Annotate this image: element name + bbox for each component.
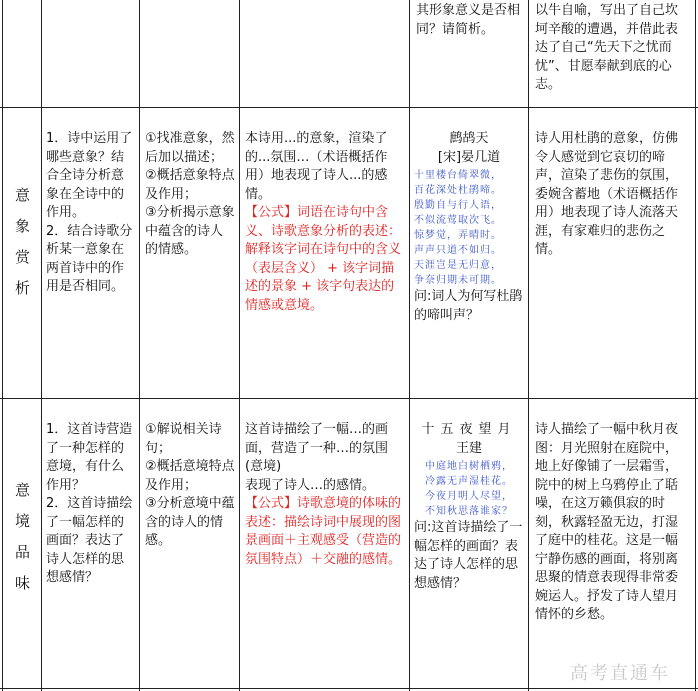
step-item: ②概括意象特点及作用； — [145, 168, 235, 202]
poem-line: 殷勤自与行人语， — [414, 200, 502, 211]
poem-line: 声声只道不如归。 — [414, 245, 502, 256]
answer-imagery: 诗人用杜鹃的意象，仿佛令人感觉到它哀切的啼声，渲染了悲伤的氛围，委婉含蓄地（术语概括作用）地表现了诗人流落天涯，有家难归的悲伤之情。 — [535, 131, 679, 257]
formula-text: 词语在诗句中含义、诗歌意象分析的表述：解释该字词在诗句中的含义（表层含义） + 该字词描述的景象 + 该字句表达的情感或意境。 — [245, 205, 402, 313]
formula-text: 诗歌意境的体味的表述：描绘诗词中展现的图景画面＋主观感受（营造的氛围特点）＋交融的感情。 — [245, 496, 402, 567]
poem-line: 十里楼台倚翠微， — [414, 170, 502, 181]
poem-mood — [414, 421, 524, 593]
poem-line: 天涯岂是无归意， — [414, 260, 502, 271]
poem-line: 不知秋思落谁家？ — [425, 506, 513, 517]
question-item: 2．这首诗描绘了一幅怎样的画面？表达了诗人怎样的思想感情？ — [46, 496, 133, 585]
step-item: ③分析揭示意象中蕴含的诗人的情感。 — [145, 205, 235, 257]
step-item: ②概括意境特点及作用； — [145, 459, 235, 493]
watermark: 高考直通车 — [570, 663, 670, 684]
table-row-divider — [0, 398, 698, 399]
top-answer: 以牛自喻，写出了自己坎坷辛酸的遭遇，并借此表达了自己“先天下之忧而忧”、甘愿奉献到底的心志。 — [535, 3, 679, 92]
formula-tag: 【公式】 — [245, 205, 298, 220]
questions-mood — [46, 421, 134, 588]
poem-author: [宋]晏几道 — [437, 149, 501, 165]
poem-author: 王建 — [455, 440, 482, 456]
table-border-bottom — [0, 688, 698, 689]
table-border-left — [2, 0, 3, 691]
table-divider — [41, 0, 42, 691]
poem-line: 惊梦觉，弄晴时。 — [414, 230, 502, 241]
poem-line: 百花深处杜鹃啼。 — [414, 185, 502, 196]
template-imagery: 本诗用...的意象，渲染了的...氛围…（术语概括作用）地表现了诗人...的感情。 【公式】词语在诗句中含义、诗歌意象分析的表述：解释该字词在诗句中的含义（表层含义） + 该字词描述的景象 + 该字句表达的情感或意境。 — [245, 131, 402, 313]
formula-tag: 【公式】 — [245, 496, 298, 511]
step-item: ①解说相关诗句； — [145, 422, 222, 456]
poem-line: 今夜月明人尽望， — [425, 491, 513, 502]
questions-imagery — [46, 130, 134, 297]
category-mood: 意 境 品 味 — [14, 481, 30, 592]
step-item: ③分析意境中蕴含的诗人的情感。 — [145, 496, 235, 548]
poem-question: 问:这首诗描绘了一幅怎样的画面？表达了诗人怎样的思想感情？ — [414, 520, 523, 591]
step-item: ①找准意象，然后加以描述； — [145, 131, 235, 165]
steps-imagery — [145, 130, 235, 260]
table-divider — [409, 0, 410, 691]
poem-line: 不似流莺取次飞。 — [414, 215, 502, 226]
table-row-divider — [0, 107, 698, 108]
poem-line: 冷露无声湿桂花。 — [425, 476, 513, 487]
poem-imagery — [414, 130, 524, 325]
poem-line: 争奈归期未可期。 — [414, 275, 502, 286]
poem-line: 中庭地白树栖鸦， — [425, 461, 513, 472]
steps-mood — [145, 421, 235, 551]
table-border-right — [695, 0, 696, 691]
table-divider — [239, 0, 240, 691]
category-imagery: 意 象 赏 析 — [14, 186, 30, 297]
poem-title: 十五夜望月 — [421, 422, 517, 437]
table-divider — [528, 0, 529, 691]
template-mood: 这首诗描绘了一幅…的画面，营造了一种…的氛围(意境) 表现了诗人…的感情。 【公式】诗歌意境的体味的表述：描绘诗词中展现的图景画面＋主观感受（营造的氛围特点）＋交融的感情。 — [245, 422, 402, 567]
question-item: 1．这首诗营造了一种怎样的意境，有什么作用？ — [46, 422, 133, 493]
question-item: 2．结合诗歌分析某一意象在两首诗中的作用是否相同。 — [46, 223, 133, 294]
question-item: 1．诗中运用了哪些意象？结合全诗分析意象在全诗中的作用。 — [46, 131, 133, 220]
answer-mood: 诗人描绘了一幅中秋月夜图：月光照射在庭院中，地上好像铺了一层霜雪，院中的树上乌鸦停止了聒噪，在这万籁俱寂的时刻，秋露轻盈无边，打湿了庭中的桂花。这是一幅宁静伤感的画面，将别离思聚的情意表现得非常委婉运人。抒发了诗人望月情怀的乡愁。 — [535, 422, 679, 622]
table-divider — [139, 0, 140, 691]
poem-title: 鹧鸪天 — [449, 131, 489, 146]
poem-question: 问:词人为何写杜鹃的啼叫声？ — [414, 289, 523, 323]
top-poem-question: 其形象意义是否相同？请简析。 — [416, 3, 521, 37]
